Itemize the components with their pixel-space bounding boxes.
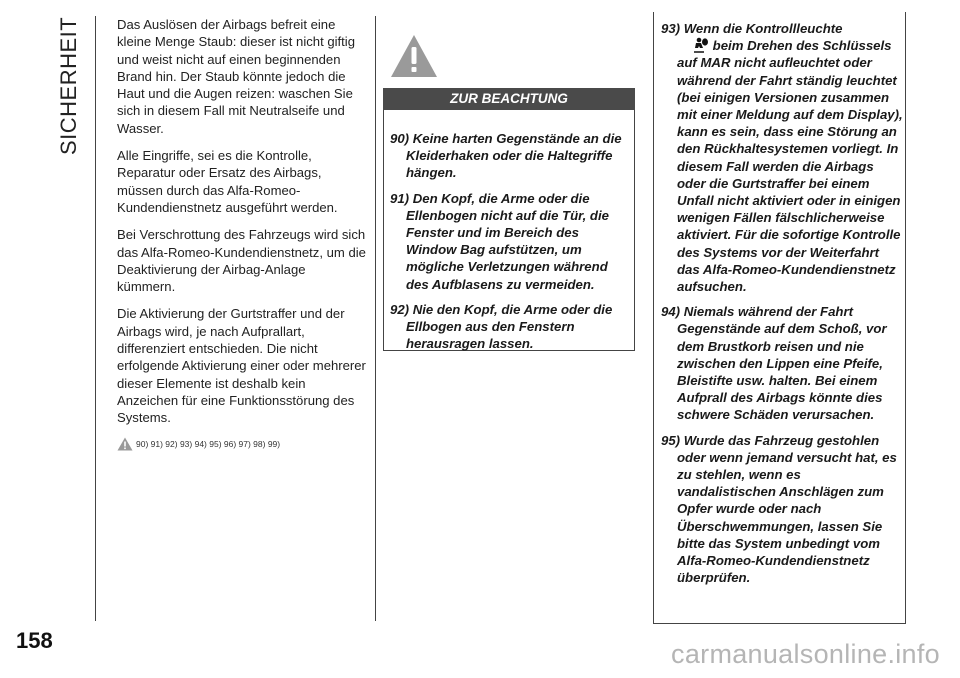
warning-note: 95) Wurde das Fahrzeug gestohlen oder wenn jemand versucht hat, es zu stehlen, wenn es vandalistischen Anschlägen zum Opfer wurde oder nach Überschwemmungen, lassen Sie bitte das System unbedingt vom Alfa-Romeo-Kundendienstnetz überprüfen.	[661, 432, 897, 586]
note-93-prefix: 93) Wenn die Kontrollleuchte	[661, 21, 843, 36]
paragraph: Die Aktivierung der Gurtstraffer und der Airbags wird, je nach Aufprallart, differenziert entschieden. Die nicht erfolgende Aktivierung einer oder mehrerer dieser Elemente ist deshalb kein Anzeichen für eine Funktionsstörung des Systems.	[117, 306, 366, 426]
paragraph: Bei Verschrottung des Fahrzeugs wird sich das Alfa-Romeo-Kundendienstnetz, um die Deaktivierung der Airbag-Anlage kümmern.	[117, 227, 366, 295]
paragraph: Alle Eingriffe, sei es die Kontrolle, Reparatur oder Ersatz des Airbags, müssen durch das Alfa-Romeo-Kundendienstnetz ausgeführt werden.	[117, 148, 338, 215]
page-number: 158	[16, 628, 53, 653]
column-divider-1	[375, 16, 376, 621]
section-title: SICHERHEIT	[56, 16, 81, 155]
warning-note: 90) Keine harten Gegenstände an die Kleiderhaken oder die Haltegriffe hängen.	[390, 131, 622, 181]
warning-notes	[390, 130, 630, 360]
warning-note-93	[661, 20, 903, 295]
sidebar-divider	[95, 16, 96, 621]
warning-triangle-icon	[117, 437, 133, 451]
airbag-warning-icon	[691, 37, 709, 53]
warning-note: 94) Niemals während der Fahrt Gegenstände auf dem Schoß, vor dem Brustkorb reisen und nie zwischen den Lippen eine Pfeife, Bleistifte usw. halten. Bei einem Aufprall des Airbags könnte dies schwere Schäden verursachen.	[661, 304, 887, 423]
warning-references	[117, 437, 367, 451]
paragraph: Das Auslösen der Airbags befreit eine kleine Menge Staub: dieser ist nicht giftig und weist nicht auf einen beginnenden Brand hin. Der Staub könnte jedoch die Haut und die Augen reizen: waschen Sie sich in diesem Fall mit Neutralseife und Wasser.	[117, 17, 356, 136]
warning-note: 92) Nie den Kopf, die Arme oder die Ellbogen aus den Fenstern herausragen lassen.	[390, 301, 613, 352]
left-column	[117, 16, 367, 451]
reference-numbers: 90) 91) 92) 93) 94) 95) 96) 97) 98) 99)	[136, 438, 281, 449]
note-93-text: beim Drehen des Schlüssels auf MAR nicht aufleuchtet oder während der Fahrt ständig leuchtet (bei einigen Versionen zusammen mit einer Meldung auf dem Display), kann es sein, dass eine Störung an den Rückhaltesystemen vorliegt. In diesem Fall werden die Airbags oder die Gurtstraffer bei einem Unfall nicht aktiviert oder in einigen wenigen Fällen fälschlicherweise aktiviert. Für die sofortige Kontrolle des Systems vor der Weiterfahrt das Alfa-Romeo-Kundendienstnetz aufsuchen.	[677, 38, 903, 295]
warning-box-header: ZUR BEACHTUNG	[383, 88, 635, 110]
warning-triangle-icon	[390, 34, 438, 78]
watermark: carmanualsonline.info	[671, 639, 940, 669]
right-column-notes	[661, 20, 903, 595]
warning-note: 91) Den Kopf, die Arme oder die Ellenbogen nicht auf die Tür, die Fenster und im Bereich des Window Bag aufstützen, um mögliche Verletzungen während des Aufblasens zu vermeiden.	[390, 190, 609, 292]
